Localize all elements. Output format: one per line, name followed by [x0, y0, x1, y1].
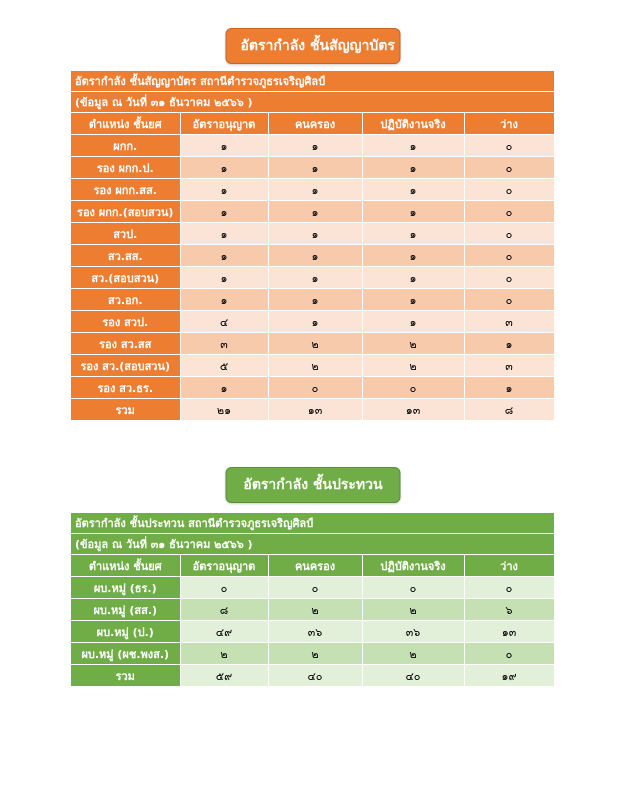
- vacant-cell: ๐: [464, 643, 554, 665]
- vacant-cell: ๐: [464, 267, 554, 289]
- officer-table-header-line2: (ข้อมูล ณ วันที่ ๓๑ ธันวาคม ๒๕๖๖ ): [71, 92, 554, 113]
- table-row: [71, 355, 554, 377]
- authorized-cell: ๐: [180, 577, 268, 599]
- table-row: [71, 201, 554, 223]
- position-cell: ผบ.หมู่ (สส.): [71, 599, 180, 621]
- on-duty-cell: ๐: [362, 377, 464, 399]
- column-header-vacant: ว่าง: [464, 555, 554, 577]
- filled-cell: ๒: [268, 643, 362, 665]
- vacant-cell: ๐: [464, 223, 554, 245]
- filled-cell: ๑: [268, 267, 362, 289]
- authorized-cell: ๑: [180, 267, 268, 289]
- table-row: [71, 179, 554, 201]
- filled-cell: ๐: [268, 577, 362, 599]
- column-header-position: ตำแหน่ง ชั้นยศ: [71, 555, 180, 577]
- authorized-cell: ๑: [180, 201, 268, 223]
- filled-cell: ๐: [268, 377, 362, 399]
- position-cell: รอง ผกก.(สอบสวน): [71, 201, 180, 223]
- filled-cell: ๑: [268, 289, 362, 311]
- authorized-cell: ๑: [180, 223, 268, 245]
- column-header-on-duty: ปฏิบัติงานจริง: [362, 555, 464, 577]
- on-duty-cell: ๑: [362, 245, 464, 267]
- position-cell: รอง สว.สส: [71, 333, 180, 355]
- position-cell: สวป.: [71, 223, 180, 245]
- officer-table-header-line1: อัตรากำลัง ชั้นสัญญาบัตร สถานีตำรวจภูธรเจริญศิลป์: [71, 71, 554, 92]
- authorized-cell: ๒๑: [180, 399, 268, 421]
- vacant-cell: ๖: [464, 599, 554, 621]
- table-row: [71, 665, 554, 687]
- position-cell: สว.อก.: [71, 289, 180, 311]
- filled-cell: ๑๓: [268, 399, 362, 421]
- filled-cell: ๑: [268, 157, 362, 179]
- authorized-cell: ๘: [180, 599, 268, 621]
- position-cell: ผบ.หมู่ (ธร.): [71, 577, 180, 599]
- authorized-cell: ๕๙: [180, 665, 268, 687]
- table-row: [71, 311, 554, 333]
- vacant-cell: ๐: [464, 179, 554, 201]
- table-row: [71, 135, 554, 157]
- filled-cell: ๒: [268, 599, 362, 621]
- authorized-cell: ๓: [180, 333, 268, 355]
- column-header-authorized: อัตราอนุญาต: [180, 113, 268, 135]
- position-cell: สว.สส.: [71, 245, 180, 267]
- position-cell: ผบ.หมู่ (ผช.พงส.): [71, 643, 180, 665]
- vacant-cell: ๑๓: [464, 621, 554, 643]
- on-duty-cell: ๑: [362, 179, 464, 201]
- nco-staff-table: [71, 513, 555, 687]
- position-cell: รวม: [71, 665, 180, 687]
- table-row: [71, 399, 554, 421]
- on-duty-cell: ๓๖: [362, 621, 464, 643]
- authorized-cell: ๕: [180, 355, 268, 377]
- vacant-cell: ๓: [464, 311, 554, 333]
- on-duty-cell: ๐: [362, 577, 464, 599]
- filled-cell: ๑: [268, 245, 362, 267]
- on-duty-cell: ๑: [362, 223, 464, 245]
- position-cell: รอง สว.ธร.: [71, 377, 180, 399]
- authorized-cell: ๒: [180, 643, 268, 665]
- position-cell: รอง ผกก.สส.: [71, 179, 180, 201]
- on-duty-cell: ๒: [362, 355, 464, 377]
- authorized-cell: ๔๙: [180, 621, 268, 643]
- table-row: [71, 643, 554, 665]
- position-cell: รอง ผกก.ป.: [71, 157, 180, 179]
- table-row: [71, 599, 554, 621]
- vacant-cell: ๓: [464, 355, 554, 377]
- filled-cell: ๑: [268, 223, 362, 245]
- filled-cell: ๑: [268, 179, 362, 201]
- table-row: [71, 267, 554, 289]
- table-row: [71, 621, 554, 643]
- position-cell: รอง สว.(สอบสวน): [71, 355, 180, 377]
- vacant-cell: ๐: [464, 135, 554, 157]
- position-cell: รวม: [71, 399, 180, 421]
- table-row: [71, 333, 554, 355]
- vacant-cell: ๐: [464, 289, 554, 311]
- table-row: [71, 223, 554, 245]
- column-header-on-duty: ปฏิบัติงานจริง: [362, 113, 464, 135]
- authorized-cell: ๔: [180, 311, 268, 333]
- vacant-cell: ๐: [464, 201, 554, 223]
- nco-table-header-line1: อัตรากำลัง ชั้นประทวน สถานีตำรวจภูธรเจริญศิลป์: [71, 513, 554, 534]
- table-row: [71, 577, 554, 599]
- column-header-position: ตำแหน่ง ชั้นยศ: [71, 113, 180, 135]
- officer-column-headers: [71, 113, 554, 135]
- on-duty-cell: ๒: [362, 643, 464, 665]
- nco-column-headers: [71, 555, 554, 577]
- on-duty-cell: ๒: [362, 333, 464, 355]
- table-row: [71, 289, 554, 311]
- table-row: [71, 377, 554, 399]
- column-header-authorized: อัตราอนุญาต: [180, 555, 268, 577]
- filled-cell: ๔๐: [268, 665, 362, 687]
- column-header-filled: คนครอง: [268, 113, 362, 135]
- vacant-cell: ๐: [464, 157, 554, 179]
- position-cell: ผกก.: [71, 135, 180, 157]
- filled-cell: ๑: [268, 311, 362, 333]
- on-duty-cell: ๑๓: [362, 399, 464, 421]
- filled-cell: ๓๖: [268, 621, 362, 643]
- vacant-cell: ๐: [464, 577, 554, 599]
- authorized-cell: ๑: [180, 289, 268, 311]
- table-row: [71, 157, 554, 179]
- authorized-cell: ๑: [180, 135, 268, 157]
- on-duty-cell: ๒: [362, 599, 464, 621]
- position-cell: รอง สวป.: [71, 311, 180, 333]
- nco-section-title: อัตรากำลัง ชั้นประทวน: [226, 467, 401, 503]
- vacant-cell: ๐: [464, 245, 554, 267]
- authorized-cell: ๑: [180, 245, 268, 267]
- position-cell: สว.(สอบสวน): [71, 267, 180, 289]
- officer-staff-table: [71, 71, 555, 421]
- on-duty-cell: ๑: [362, 135, 464, 157]
- column-header-vacant: ว่าง: [464, 113, 554, 135]
- on-duty-cell: ๑: [362, 289, 464, 311]
- position-cell: ผบ.หมู่ (ป.): [71, 621, 180, 643]
- table-row: [71, 245, 554, 267]
- on-duty-cell: ๑: [362, 201, 464, 223]
- column-header-filled: คนครอง: [268, 555, 362, 577]
- filled-cell: ๒: [268, 355, 362, 377]
- filled-cell: ๑: [268, 201, 362, 223]
- vacant-cell: ๘: [464, 399, 554, 421]
- on-duty-cell: ๔๐: [362, 665, 464, 687]
- on-duty-cell: ๑: [362, 311, 464, 333]
- filled-cell: ๒: [268, 333, 362, 355]
- vacant-cell: ๑: [464, 377, 554, 399]
- on-duty-cell: ๑: [362, 157, 464, 179]
- vacant-cell: ๑๙: [464, 665, 554, 687]
- nco-table-header-line2: (ข้อมูล ณ วันที่ ๓๑ ธันวาคม ๒๕๖๖ ): [71, 534, 554, 555]
- authorized-cell: ๑: [180, 179, 268, 201]
- filled-cell: ๑: [268, 135, 362, 157]
- officer-section-title: อัตรากำลัง ชั้นสัญญาบัตร: [226, 28, 401, 64]
- on-duty-cell: ๑: [362, 267, 464, 289]
- authorized-cell: ๑: [180, 157, 268, 179]
- authorized-cell: ๑: [180, 377, 268, 399]
- vacant-cell: ๑: [464, 333, 554, 355]
